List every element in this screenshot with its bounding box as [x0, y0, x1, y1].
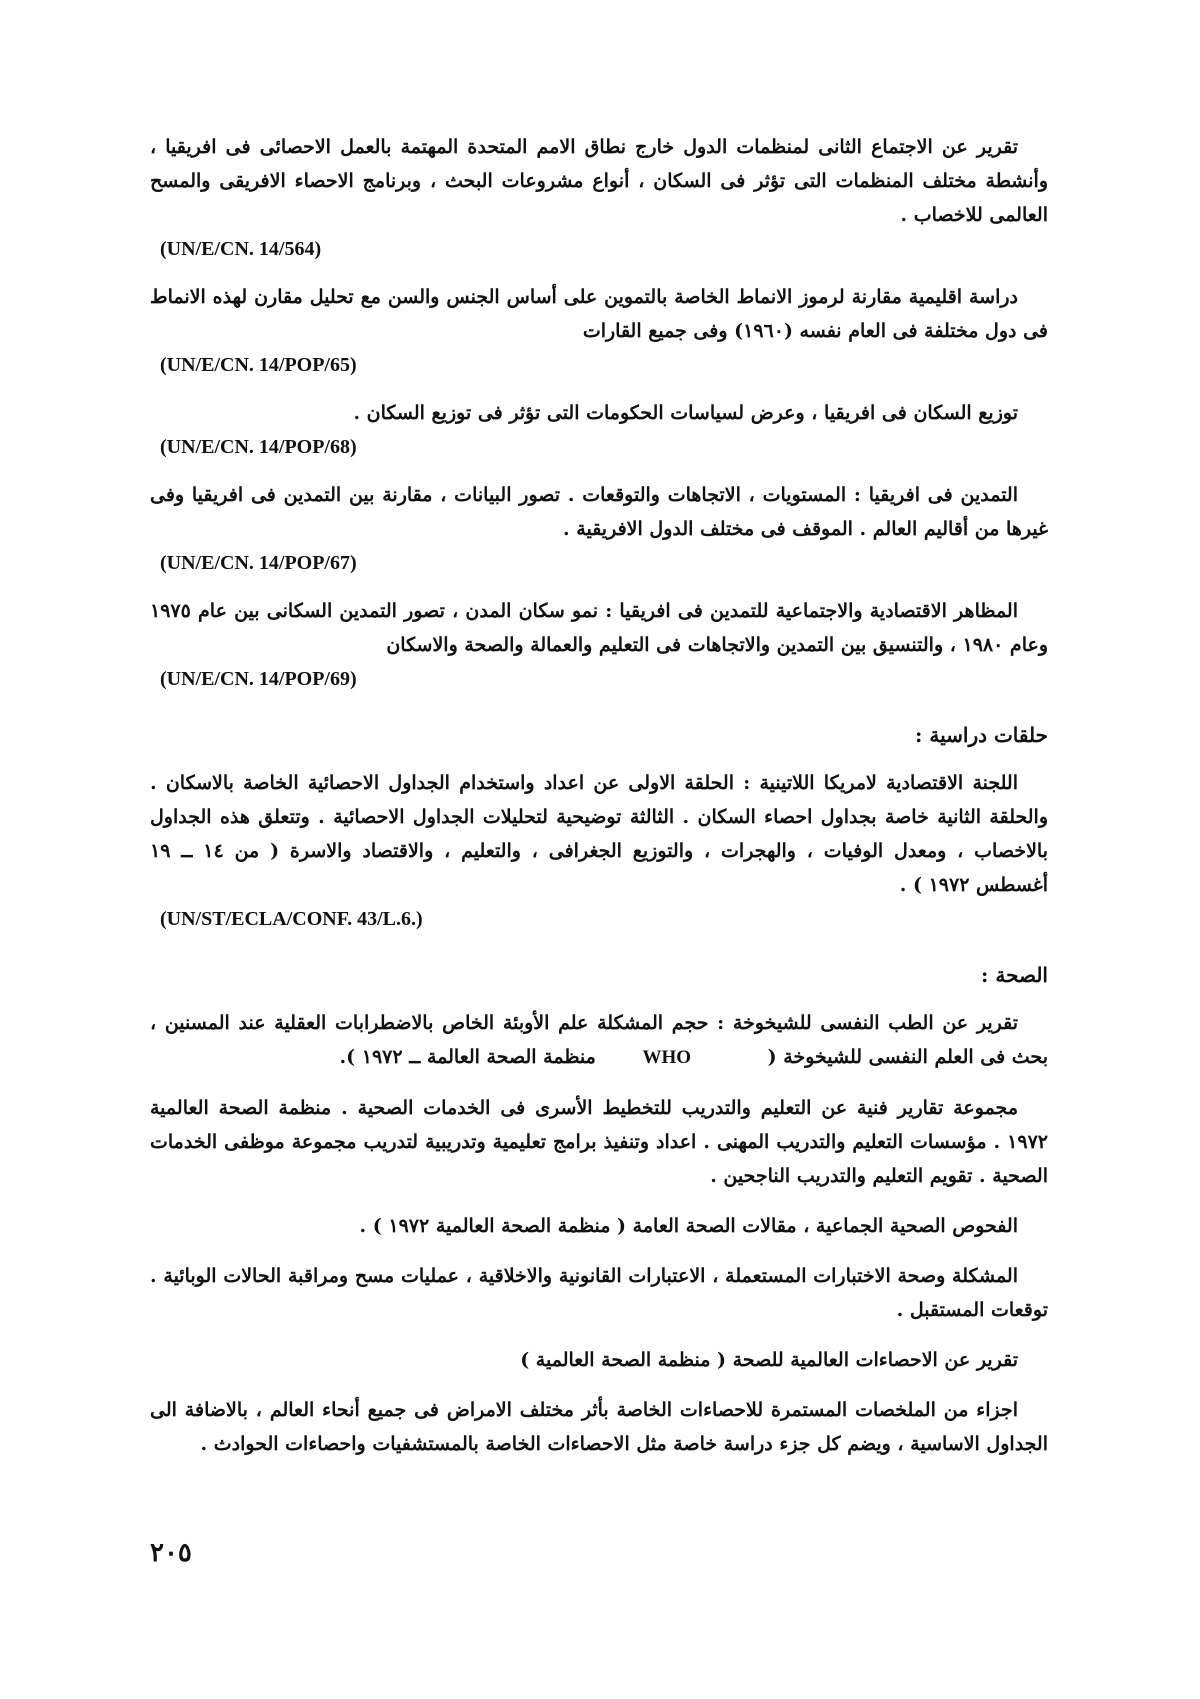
- section-heading-health: الصحة :: [981, 963, 1048, 987]
- health-paragraph-1: [150, 1006, 1048, 1075]
- entry-text: تقرير عن الاجتماع الثانى لمنظمات الدول خارج نطاق الامم المتحدة المهتمة بالعمل الاحصائى فى افريقيا ، وأنشطة مختلف المنظمات التى تؤثر فى السكان ، أنواع مشروعات البحث ، وبرنامج الاحصاء الافريقى والمسح العالمى للاخصاب .: [150, 136, 1048, 226]
- health-paragraph-4: المشكلة وصحة الاختبارات المستعملة ، الاعتبارات القانونية والاخلاقية ، عمليات مسح ومراقبة الحالات الوبائية . توقعات المستقبل .: [150, 1265, 1048, 1321]
- health-paragraph-2: مجموعة تقارير فنية عن التعليم والتدريب للتخطيط الأسرى فى الخدمات الصحية . منظمة الصحة العالمية ١٩٧٢ . مؤسسات التعليم والتدريب المهنى . اعداد وتنفيذ برامج تعليمية وتدريبية لتدريب مجموعة موظفى الخدمات الصحية . تقويم التعليم والتدريب الناجحين .: [150, 1097, 1048, 1187]
- seminar-reference: (UN/ST/ECLA/CONF. 43/L.6.): [160, 908, 423, 930]
- entry-reference: (UN/E/CN. 14/POP/69): [160, 668, 357, 690]
- entry-reference: (UN/E/CN. 14/564): [160, 238, 322, 260]
- health-paragraph-3: الفحوص الصحية الجماعية ، مقالات الصحة العامة ( منظمة الصحة العالمية ١٩٧٢ ) .: [359, 1215, 1018, 1237]
- entry-text: التمدين فى افريقيا : المستويات ، الاتجاهات والتوقعات . تصور البيانات ، مقارنة بين التمدين فى افريقيا وفى غيرها من أقاليم العالم . الموقف فى مختلف الدول الافريقية .: [150, 484, 1048, 540]
- entry-text: دراسة اقليمية مقارنة لرموز الانماط الخاصة بالتموين على أساس الجنس والسن مع تحليل مقارن لهذه الانماط فى دول مختلفة فى العام نفسه (١٩٦٠) وفى جميع القارات: [150, 286, 1048, 342]
- health-paragraph-5: تقرير عن الاحصاءات العالمية للصحة ( منظمة الصحة العالمية ): [520, 1349, 1018, 1371]
- page-number: ٢٠٥: [150, 1538, 192, 1568]
- who-abbreviation: WHO: [642, 1047, 692, 1068]
- entry-text: المظاهر الاقتصادية والاجتماعية للتمدين فى افريقيا : نمو سكان المدن ، تصور التمدين السكانى بين عام ١٩٧٥ وعام ١٩٨٠ ، والتنسيق بين التمدين والاتجاهات فى التعليم والعمالة والصحة والاسكان: [150, 600, 1048, 656]
- seminar-text: اللجنة الاقتصادية لامريكا اللاتينية : الحلقة الاولى عن اعداد واستخدام الجداول الاحصائية الخاصة بالاسكان . والحلقة الثانية خاصة بجداول احصاء السكان . الثالثة توضيحية لتحليلات الجداول الاحصائية . وتتعلق هذه الجداول بالاخصاب ، ومعدل الوفيات ، والهجرات ، والتوزيع الجغرافى ، والتعليم ، والاقتصاد والاسرة ( من ١٤ ــ ١٩ أغسطس ١٩٧٢ ) .: [150, 772, 1048, 896]
- entry-reference: (UN/E/CN. 14/POP/68): [160, 436, 357, 458]
- entry-reference: (UN/E/CN. 14/POP/65): [160, 354, 357, 376]
- health-p1-text-b: منظمة الصحة العالمة ــ ١٩٧٢ ).: [339, 1046, 596, 1068]
- entry-text: توزيع السكان فى افريقيا ، وعرض لسياسات الحكومات التى تؤثر فى توزيع السكان .: [353, 402, 1018, 424]
- health-p1-text-a: تقرير عن الطب النفسى للشيخوخة : حجم المشكلة علم الأوبئة الخاص بالاضطرابات العقلية عند المسنين ، بحث فى العلم النفسى للشيخوخة (: [150, 1012, 1048, 1068]
- entry-reference: (UN/E/CN. 14/POP/67): [160, 552, 357, 574]
- section-heading-seminars: حلقات دراسية :: [915, 723, 1048, 747]
- page-content: [150, 130, 1048, 1461]
- health-paragraph-6: اجزاء من الملخصات المستمرة للاحصاءات الخاصة بأثر مختلف الامراض فى جميع أنحاء العالم ، بالاضافة الى الجداول الاساسية ، ويضم كل جزء دراسة خاصة مثل الاحصاءات الخاصة بالمستشفيات واحصاءات الحوادث .: [150, 1399, 1048, 1455]
